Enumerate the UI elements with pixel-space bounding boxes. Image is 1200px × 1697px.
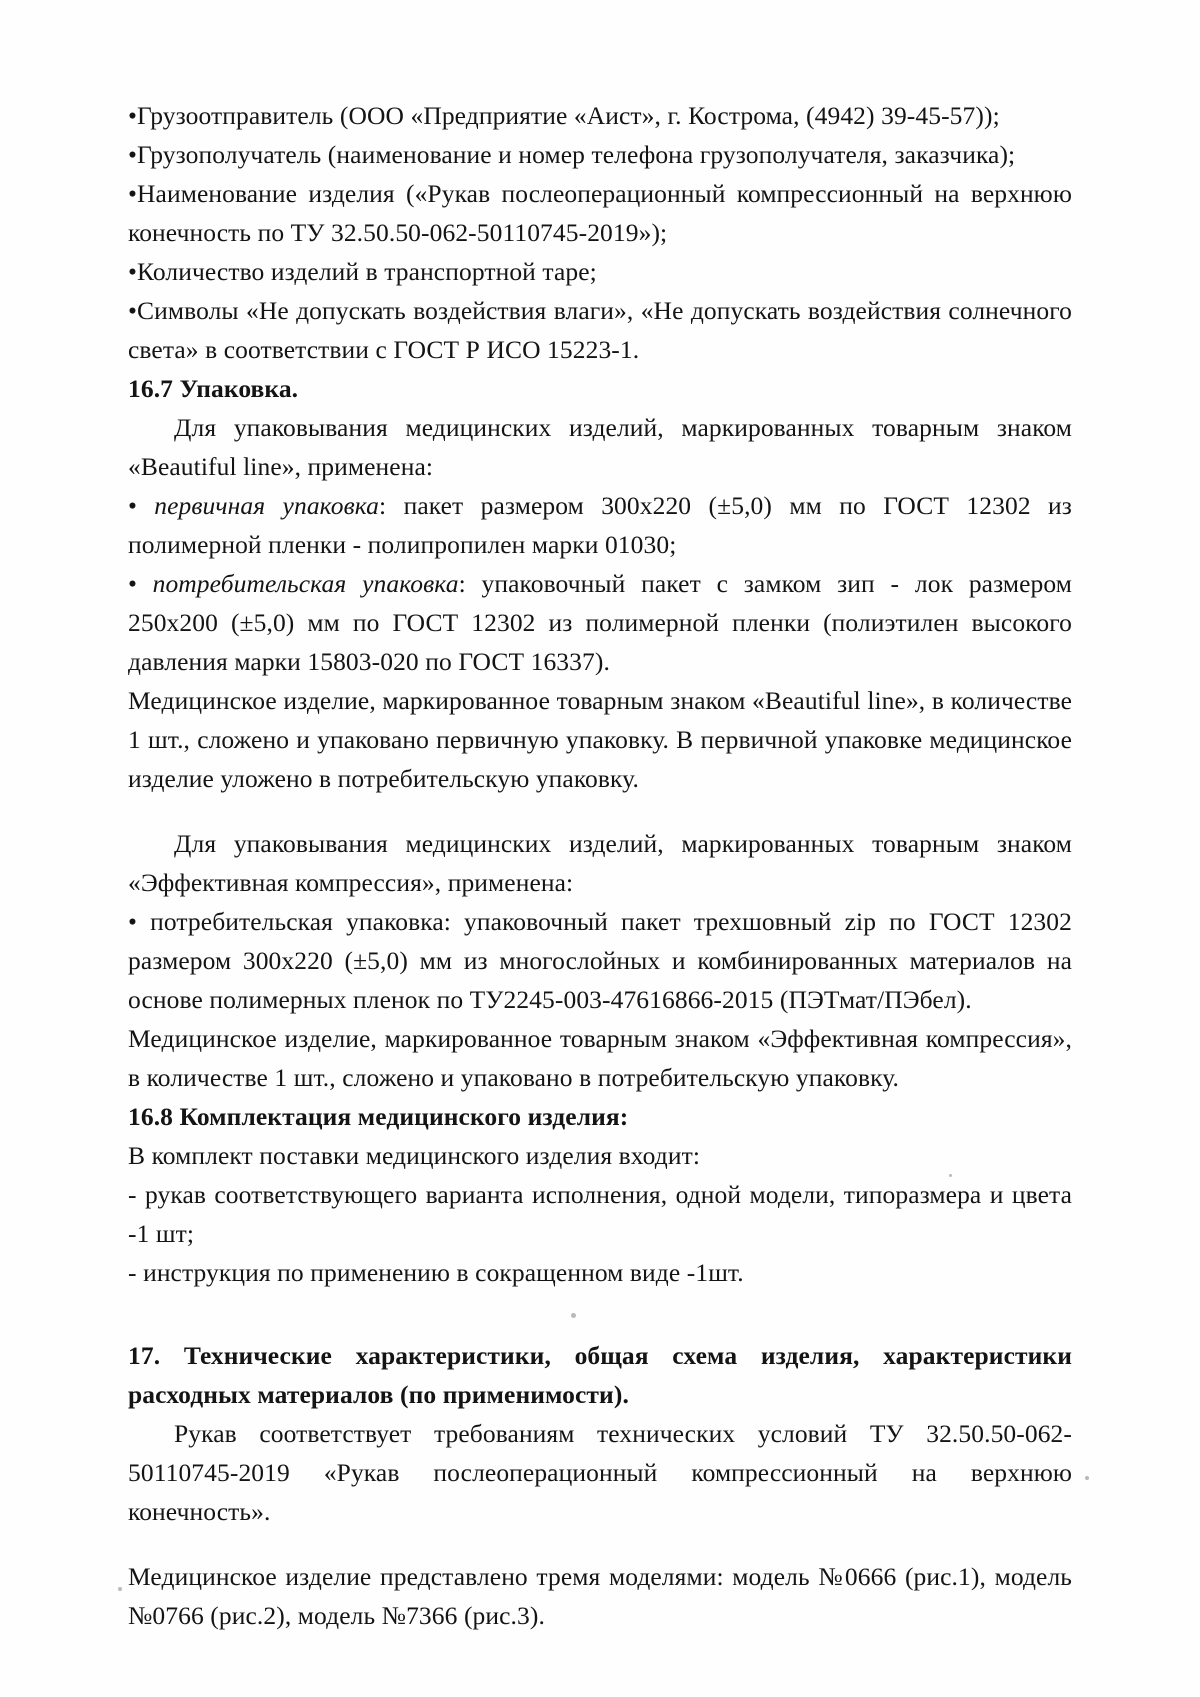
bullet-quantity: •Количество изделий в транспортной таре; bbox=[128, 257, 597, 286]
paragraph-spacer bbox=[128, 1531, 1072, 1557]
heading-16-8: 16.8 Комплектация медицинского изделия: bbox=[128, 1102, 629, 1131]
para-effective-compression-intro: Для упаковывания медицинских изделий, маркированных товарным знаком «Эффективная компрессия», применена: bbox=[128, 829, 1072, 897]
primary-package-text: : пакет размером 300х220 (±5,0) мм по ГОСТ 12302 из полимерной пленки - полипропилен марки 01030; bbox=[128, 491, 1072, 559]
consumer-package-text: : упаковочный пакет с замком зип - лок размером 250х200 (±5,0) мм по ГОСТ 12302 из полимерной пленки (полиэтилен высокого давления марки 15803-020 по ГОСТ 16337). bbox=[128, 569, 1073, 676]
paper-speck bbox=[118, 1587, 122, 1591]
document-body bbox=[128, 96, 1072, 1635]
bullet-consignee: •Грузополучатель (наименование и номер телефона грузополучателя, заказчика); bbox=[128, 140, 1016, 169]
primary-package-label: первичная упаковка bbox=[154, 491, 379, 520]
section-spacer bbox=[128, 1292, 1072, 1336]
para-beautiful-line-packing: Медицинское изделие, маркированное товарным знаком «Beautiful line», в количестве 1 шт., сложено и упаковано первичную упаковку. В первичной упаковке медицинское изделие уложено в потребительскую упаковку. bbox=[128, 686, 1072, 793]
para-16-8-intro: В комплект поставки медицинского изделия входит: bbox=[128, 1141, 701, 1170]
para-16-7-intro: Для упаковывания медицинских изделий, маркированных товарным знаком «Beautiful line», применена: bbox=[128, 413, 1072, 481]
para-effective-compression-packing: Медицинское изделие, маркированное товарным знаком «Эффективная компрессия», в количестве 1 шт., сложено и упаковано в потребительскую упаковку. bbox=[128, 1024, 1072, 1092]
paper-speck bbox=[1085, 1476, 1089, 1480]
paragraph-spacer bbox=[128, 798, 1072, 824]
bullet-marker: • bbox=[128, 491, 155, 520]
list-item-consumer-package bbox=[128, 564, 1072, 681]
kit-item-sleeve: - рукав соответствующего варианта исполнения, одной модели, типоразмера и цвета -1 шт; bbox=[128, 1180, 1072, 1248]
bullet-consignor: •Грузоотправитель (ООО «Предприятие «Аист», г. Кострома, (4942) 39-45-57)); bbox=[128, 101, 1000, 130]
list-item-zip-package: • потребительская упаковка: упаковочный пакет трехшовный zip по ГОСТ 12302 размером 300х220 (±5,0) мм из многослойных и комбинированных материалов на основе полимерных пленок по ТУ2245-003-47616866-2015 (ПЭТмат/ПЭбел). bbox=[128, 907, 1072, 1014]
para-17-specs: Рукав соответствует требованиям технических условий ТУ 32.50.50-062-50110745-2019 «Рукав послеоперационный компрессионный на верхнюю конечность». bbox=[128, 1419, 1072, 1526]
paper-speck bbox=[949, 1174, 952, 1177]
consumer-package-label: потребительская упаковка bbox=[152, 569, 459, 598]
bullet-product-name: •Наименование изделия («Рукав послеоперационный компрессионный на верхнюю конечность по ТУ 32.50.50-062-50110745-2019»); bbox=[128, 179, 1072, 247]
bullet-marker: • bbox=[128, 569, 153, 598]
kit-item-instruction: - инструкция по применению в сокращенном виде -1шт. bbox=[128, 1258, 744, 1287]
list-item-primary-package bbox=[128, 486, 1072, 564]
bullet-symbols: •Символы «Не допускать воздействия влаги», «Не допускать воздействия солнечного света» в соответствии с ГОСТ Р ИСО 15223-1. bbox=[128, 296, 1072, 364]
para-17-models: Медицинское изделие представлено тремя моделями: модель №0666 (рис.1), модель №0766 (рис.2), модель №7366 (рис.3). bbox=[128, 1562, 1072, 1630]
heading-16-7: 16.7 Упаковка. bbox=[128, 374, 299, 403]
heading-17: 17. Технические характеристики, общая схема изделия, характеристики расходных материалов (по применимости). bbox=[128, 1341, 1072, 1409]
paper-speck bbox=[571, 1313, 576, 1318]
